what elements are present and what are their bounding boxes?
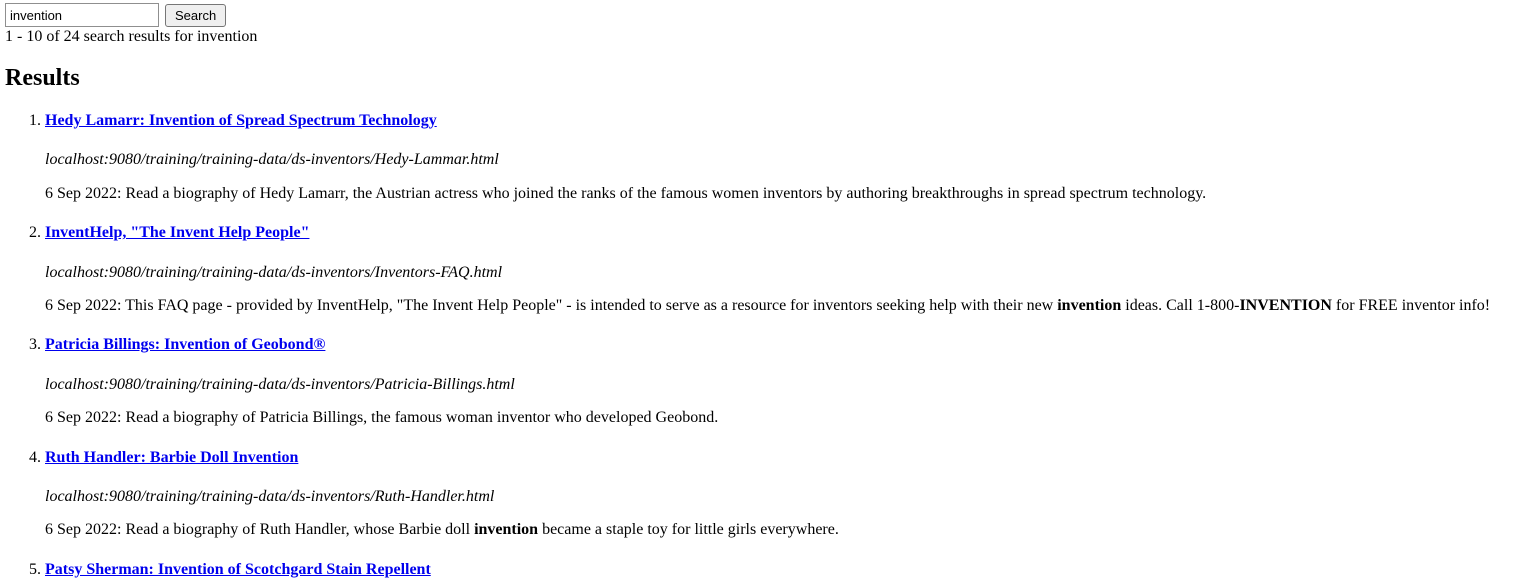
result-link[interactable]: InventHelp, "The Invent Help People" bbox=[45, 224, 310, 242]
result-title bbox=[45, 561, 1524, 579]
highlighted-term: INVENTION bbox=[1239, 296, 1332, 314]
result-title bbox=[45, 336, 1524, 354]
result-description bbox=[45, 521, 1524, 539]
result-description bbox=[45, 297, 1524, 315]
result-description-text: 6 Sep 2022: This FAQ page - provided by InventHelp, "The Invent Help People" - is intended to serve as a resource for inventors seeking help with their new bbox=[45, 296, 1058, 314]
highlighted-term: invention bbox=[1057, 296, 1122, 314]
result-url: localhost:9080/training/training-data/ds-inventors/Patricia-Billings.html bbox=[45, 375, 515, 393]
result-description-text: 6 Sep 2022: Read a biography of Patricia Billings, the famous woman inventor who developed Geobond. bbox=[45, 409, 719, 427]
search-form bbox=[5, 3, 1524, 27]
result-url: localhost:9080/training/training-data/ds-inventors/Inventors-FAQ.html bbox=[45, 263, 503, 281]
result-description-text: 6 Sep 2022: Read a biography of Ruth Handler, whose Barbie doll bbox=[45, 521, 475, 539]
result-description-text: 6 Sep 2022: Read a biography of Hedy Lamarr, the Austrian actress who joined the ranks of the famous women inventors by authoring breakthroughs in spread spectrum technology. bbox=[45, 184, 1207, 202]
result-link[interactable]: Patricia Billings: Invention of Geobond® bbox=[45, 336, 326, 354]
search-result-item bbox=[45, 449, 1524, 540]
results-list bbox=[5, 112, 1524, 579]
result-count-text: 1 - 10 of 24 search results for invention bbox=[5, 28, 258, 45]
results-heading: Results bbox=[5, 65, 80, 92]
result-title bbox=[45, 112, 1524, 130]
search-result-item bbox=[45, 561, 1524, 579]
search-result-item bbox=[45, 224, 1524, 315]
result-title bbox=[45, 224, 1524, 242]
search-result-item bbox=[45, 336, 1524, 427]
result-link[interactable]: Ruth Handler: Barbie Doll Invention bbox=[45, 448, 299, 466]
highlighted-term: invention bbox=[474, 521, 539, 539]
result-url: localhost:9080/training/training-data/ds-inventors/Hedy-Lammar.html bbox=[45, 151, 499, 169]
search-result-item bbox=[45, 112, 1524, 203]
result-description bbox=[45, 409, 1524, 427]
result-title bbox=[45, 449, 1524, 467]
result-description bbox=[45, 185, 1524, 203]
search-input[interactable] bbox=[5, 3, 159, 27]
result-description-text: became a staple toy for little girls everywhere. bbox=[538, 521, 839, 539]
search-button[interactable]: Search bbox=[165, 4, 226, 27]
result-description-text: ideas. Call 1-800- bbox=[1121, 296, 1240, 314]
result-description-text: for FREE inventor info! bbox=[1331, 296, 1491, 314]
result-link[interactable]: Hedy Lamarr: Invention of Spread Spectrum Technology bbox=[45, 111, 437, 129]
result-url: localhost:9080/training/training-data/ds-inventors/Ruth-Handler.html bbox=[45, 487, 495, 505]
result-link[interactable]: Patsy Sherman: Invention of Scotchgard Stain Repellent bbox=[45, 560, 431, 578]
search-results-page bbox=[5, 3, 1524, 579]
